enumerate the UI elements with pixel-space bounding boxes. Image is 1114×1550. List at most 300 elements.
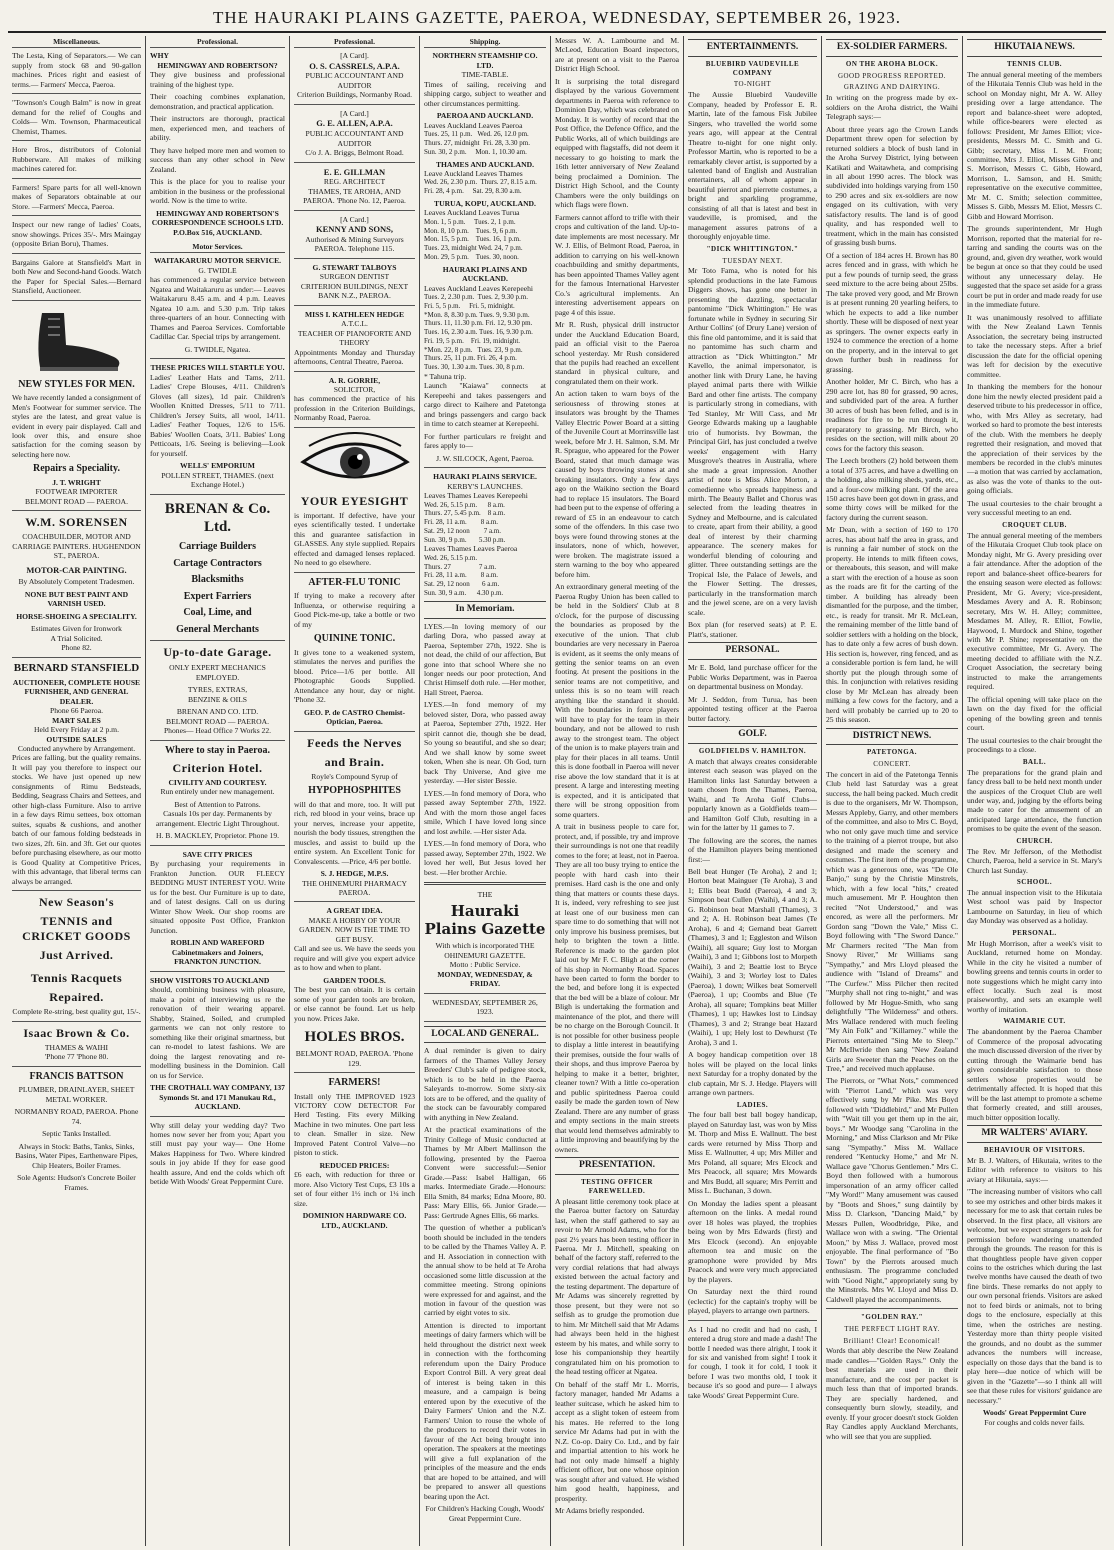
brenan-line: Coal, Lime, and: [183, 607, 252, 619]
further-text: For further particulars re freight and fares apply to—: [424, 431, 546, 451]
column-professional-1: [146, 36, 290, 1546]
delay-verse: Why still delay your wedding day? Two homes now sever her from you; Apart you still must pay your way— One Home Makes Happiness for Two. Where kindred souls in joy abide If they for ease good health assure, And end the colds which oft betide With Woods' Great Peppermint Cure.: [150, 1120, 285, 1187]
column-professional-2: [290, 36, 420, 1546]
hemingway-p1: They give business and professional training of the highest type.: [150, 70, 285, 89]
ad-townson: "Townson's Cough Balm" is now in great demand for the relief of Coughs and Colds— Wm. Townson, Pharmaceutical Chemist, Thames.: [12, 98, 141, 136]
ad-lesta: The Lesta, King of Separators.— We can supply from stock 68 and 90-gallon machines. Prices right and easiest of terms.— Farmers' Mecca, Paeroa.: [12, 51, 141, 89]
behaviour-heading: BEHAVIOUR OF VISITORS.: [983, 1145, 1086, 1154]
divider: [150, 1116, 285, 1117]
golf-paragraph: On Monday the ladies spent a pleasant afternoon on the links. A medal round over 18 holes was played, the trophies being won by Mrs Edwards (first) and Mrs Elcock (second). An enjoyable afternoon tea and music on the gramophone were provided by Mrs Peacock and were very much appreciated by the players.: [688, 1198, 817, 1284]
progress-heading: GOOD PROGRESS REPORTED.: [837, 71, 947, 80]
prices-text: Prices are falling, but the quality remains. It will pay you therefore to inspect our stocks. We have just opened up new consignments of Rimu Bedsteads, Bedding, Seagrass Chairs and Settees, and other high-class Furniture. Also to arrive in a few days Rimu settees, box ottoman suites, squabs & cushions, and another batch of our famous folding bedsteads in two sizes, 2ft. 6in. and 3ft. Get our quotes before purchasing elsewhere, as our motto is Good Quality at Competitive Prices, with this advantage, that liberal terms can always be arranged.: [12, 753, 141, 886]
royle-text: Royle's Compound Syrup of: [311, 771, 398, 781]
divider: [294, 572, 415, 573]
eye-illustration: [294, 432, 415, 490]
talboys-sub: SURGEON DENTIST: [319, 272, 390, 282]
timetable-row: *Mon. 22, 8 p.m. Tues. 23, 9 p.m.: [424, 345, 523, 354]
save-text: By purchasing your requirements in Frankton Junction. OUR FLEECY BEDDING MUST INTEREST YOU. Write us for the best. Our Furniture is up to date, and of latest designs. Call on us during Winter Show Week. Our shop rooms are situated opposite Post Office, Frankton Junction.: [150, 859, 285, 935]
divider: [12, 140, 141, 141]
hypo-heading: HYPOPHOSPHITES: [308, 785, 401, 797]
timetable-row: Mon. 29, 5 p.m. Tues. 30, noon.: [424, 252, 519, 261]
news-paragraph: It is surprising the total disregard displayed by the various Government departments in Paeroa with reference to Dominion Day, which was celebrated on Monday. It is worthy of record that the Post Office, the Defence Office, and the Public Works, all of which buildings are equipped with flagstaffs, did not deem it necessary to go hoisting to mark the 16th letter anniversary of New Zealand being proclaimed a Dominion. The District High School, and the County Chambers were the only buildings on which flags were flown.: [555, 76, 679, 210]
sorensen-name: W.M. SORENSEN: [25, 515, 128, 530]
racquets-heading-2: Repaired.: [49, 990, 104, 1005]
show-heading: SHOW VISITORS TO AUCKLAND: [150, 975, 270, 985]
divider: [424, 467, 546, 468]
sj-hedge-name: S. J. HEDGE, M.P.S.: [320, 869, 389, 879]
perfect-heading: THE PERFECT LIGHT RAY.: [844, 1324, 940, 1333]
startle-heading: THESE PRICES WILL STARTLE YOU.: [150, 363, 285, 373]
stansfield-name: BERNARD STANSFIELD: [13, 661, 140, 674]
kerby-rows: [424, 554, 546, 598]
aviary-heading: MR WALTERS' AVIARY.: [967, 1125, 1102, 1143]
divider: [12, 253, 141, 254]
timetable-row: Thurs. 11, 11.30 p.m. Fri. 12, 9.30 pm.: [424, 319, 533, 328]
best-paint-text: NONE BUT BEST PAINT AND VARNISH USED.: [24, 589, 129, 609]
ent-paragraph: The Aussie Bluebird Vaudeville Company, headed by Professor E. R. Martin, late of the famous Fisk Jubilee Singers, who travelled the world some years ago, will appear at the Central Theatre to-night for one night only. Professor Martin, who is reported to be a remarkably clever artist, is supported by a talented band of English and Australian entertainers, all of whom appear in beautiful pierrot and pierrette costumes, a bright and sparkling programme, consisting of all that is latest and best in vaudeville, is promised, and the management assures patrons of a thoroughly enjoyable time.: [688, 90, 817, 242]
show-text: should, combining business with pleasure, make a point of interviewing us re the renovation of their wearing apparel. Shabby, Stained, Soiled, and crumpled garments we can not only restore to something like their original smartness, but can re-model to latest fashions. We are doing the largest renovating and re-modelling business in the Dominion. Call on us for Service.: [150, 985, 285, 1080]
section-heading: Miscellaneous.: [12, 37, 141, 48]
hypo-text: will do that and more, too. It will put rich, red blood in your veins, brace up your nerves, increase your appetite, nourish the body tissues, strengthen the muscles, and assist to build up the entire system. An Excellent Tonic for Convalescents. —Price, 4/6 per bottle.: [294, 799, 415, 866]
hedge-name: MISS I. KATHLEEN HEDGE: [304, 309, 405, 319]
brenan-line: Cartage Contractors: [173, 557, 262, 569]
hikutaia-paragraph: The annual inspection visit to the Hikutaia West school was paid by Inspector Lambourne on Saturday, in lieu of which day Monday was observed as a holiday.: [967, 887, 1102, 926]
pa-columns: Leaves Auckland Leaves Paeroa: [424, 120, 523, 130]
divider: [294, 104, 415, 105]
silcock-text: J. W. SILCOCK, Agent, Paeroa.: [436, 453, 534, 463]
columns: [8, 36, 1106, 1546]
dominion-text: DOMINION HARDWARE CO. LTD., AUCKLAND.: [302, 1211, 407, 1230]
timetable-row: Mon. 8, 10 p.m. Tues. 9, 6 p.m.: [424, 226, 518, 235]
criterion-heading: Criterion Hotel.: [172, 761, 263, 775]
tennis-heading-3: Just Arrived.: [39, 948, 114, 963]
gorrie-text: has commenced the practice of his profession in the Criterion Buildings, Normanby Road, Paeroa.: [294, 394, 415, 423]
divider: [294, 1072, 415, 1073]
ladies-heading: LADIES.: [736, 1100, 769, 1109]
section-heading: Professional.: [294, 37, 415, 48]
farm-paragraph: In writing on the progress made by ex-soldiers on the Aroha district, the Waihi Telegraph says:—: [826, 93, 958, 122]
racquets-heading-1: Tennis Racquets: [30, 971, 123, 986]
divider: [12, 93, 141, 94]
bluebird-heading: BLUEBIRD VAUDEVILLE COMPANY: [705, 59, 800, 77]
wells-address: POLLEN STREET, THAMES. (next Exchange Hotel.): [161, 470, 274, 490]
news-paragraph: Mr Adams briefly responded.: [555, 1506, 645, 1516]
divider: [294, 210, 415, 211]
wright-address: BELMONT ROAD — PAEROA.: [25, 496, 128, 506]
timetable-row: Wed. 26, 5.15 p.m.: [424, 553, 478, 562]
wright-sub: FOOTWEAR IMPORTER: [35, 487, 118, 497]
septic-text: Septic Tanks Installed.: [42, 1129, 111, 1139]
battson-address: NORMANBY ROAD, PAEROA. Phone 74.: [14, 1107, 139, 1126]
farm-paragraph: About three years ago the Crown Lands Department threw open for selection by returned soldiers a block of bush land in the Aroha Survey District, lying between Katikati and Waitawheta, and comprising in all about 1990 acres. The block was subdivided into holdings varying from 150 to 290 acres and six ex-soldiers are now engaged on its cultivation, with very satisfactory results. The land is of good quality, and has responded well to treatment, which in the main has consisted of grassing bush burns.: [826, 124, 958, 248]
divider: [150, 358, 285, 359]
golf-paragraph: A bogey handicap competition over 18 holes will be played on the local links next Saturday for a trophy donated by the club captain, Mr S. J. Hedge. Players will arrange own partners.: [688, 1050, 817, 1098]
hp-rows: [424, 293, 546, 372]
timetable-row: Thurs. 27, 5.45 p.m. 8 a.m.: [424, 509, 506, 518]
hemingway-p2: Their coaching combines explanation, demonstration, and practical application.: [150, 92, 285, 111]
hikutaia-paragraph: It was unanimously resolved to affiliate with the New Zealand Lawn Tennis Association, the secretary being instructed to take the necessary steps. After a brief discussion the date for the official opening was left for decision by the executive committee.: [967, 312, 1102, 379]
nameplate: Hauraki Plains Gazette: [424, 901, 546, 939]
patetonga-heading: PATETONGA.: [867, 748, 917, 757]
timetable-heading: TIME-TABLE.: [461, 70, 509, 80]
column-entertainments: [684, 36, 822, 1546]
trial-text: A Trial Solicited.: [50, 633, 103, 643]
mart-sales-heading: MART SALES: [52, 715, 101, 725]
hikutaia-paragraph: The annual general meeting of the members of the Hikutaia Croquet Club took place on Monday night, Mr G. Avery presiding over a fair attendance. After the adoption of the report and balance-sheet office-bearers for the ensuing season were elected as follows: President, Mr G. Avery; vice-president, Mesdames Avery and A. R. Robinson; secretary, Mrs W. H. Alley; committee, Mesdames M. Alley, R. Elliot, Fowlie, Haywood, I. Murdock and Shine, together with Mr P. Shine; representative on the executive committee, Mr G. Avery. The meeting decided to affiliate with the N.Z. Croquet Association, the secretary being instructed to make the arrangements required.: [967, 530, 1102, 692]
brenan-line: General Merchants: [176, 623, 259, 635]
district-paragraph: The concert in aid of the Patetonga Tennis Club held last Saturday was a great success, the hall being packed. Much credit is due to the organisers, Mr W. Thompson, Messrs Appleby, Garry, and other members of the committee, and also to Mrs C. Boyd, who not only gave much time and service to the training of a pierrot troupe, but also designed and made the scenery and costumes. The first item of the programme, which was a generous one, was "De Ole Banjo," sung by the Christie Minstrels, which, with a few local "hits," created much amusement. Mr P. Houghton then recited "Not Understood," and was encored, as were all the performers. Mr Gordon sang "Down the Vale," Miss C. Boyd following with "The Sword Dance." Mr Charmers recited "The Man from Snowy River," Mr Williams sang "Sympathy," and Mrs Lloyd pleased the audience with "Island of Dreams" and "The Curfew." Miss Pilcher then recited "Murphy shall not ring to-night," and was followed by Mr Hogue-Smith, who sang delightfully "The Wilderness" and others. Mrs Wallace rendered with much feeling "My Ain Folk" and "Killarney." while the Pierrots entertained "Sing Me to Sleep." Mr McIlwride then sang "New Zealand Girls are Sweeter than the Peaches on the Tree," and received much applause.: [826, 769, 959, 1073]
news-paragraph: An extraordinary general meeting of the Paeroa Rugby Union has been called to be held in the Soldiers' Club at 8 o'clock, for the purpose of discussing the boundaries as proposed by the executive of the union. That club boundaries are very necessary in Paeroa is evident, as it seems the only means of getting the senior teams on an even footing. At present the positions in the senior teams are not competitive, and unless this is so no team will reach anything like the standard it should. With the boundaries in force players will have to play for the team in their boundary, and not be allowed to rush away to the strongest team. The object of the union is to make players train and play for their places in all teams. Until this is done football in Paeroa will never rise above the low standard that it is at present. A large and interesting meeting is expected, and it is anticipated that there will be strong opposition from some quarters.: [555, 582, 679, 819]
garage-line: ONLY EXPERT MECHANICS EMPLOYED.: [169, 663, 266, 682]
ad-spare-parts: Farmers! Spare parts for all well-known makes of Separators obtainable at our Store. —Farmers' Mecca, Paeroa.: [12, 182, 141, 211]
hikutaia-paragraph: Mr Hugh Morrison, after a week's visit to Auckland, returned home on Monday. While in the city he visited a number of bowling greens and tennis courts in order to note suggestions which he might carry into effect locally. Such zeal is most praiseworthy, and sets an example well worthy of imitation.: [967, 938, 1102, 1014]
timetable-row: *Mon. 8, 8.30 p.m. Tues. 9, 9.30 p.m.: [424, 310, 530, 319]
hemingway-footer: HEMINGWAY AND ROBERTSON'S CORRESPONDENCE SCHOOLS LTD. P.O.Box 516, AUCKLAND.: [151, 208, 284, 237]
brenan-line: Expert Farriers: [183, 590, 252, 602]
divider: [12, 178, 141, 179]
hikutaia-paragraph: The usual courtesies to the chair brought a very successful meeting to an end.: [967, 498, 1102, 518]
ad-stansfield-mart: Bargains Galore at Stansfield's Mart in both New and Second-hand Goods. Watch the Paper for Special Sales.—Bernard Stansfield, Auctioneer.: [12, 257, 141, 296]
hedge-appointments: Appointments Monday and Thursday afternoons, Central Theatre, Paeroa.: [294, 347, 415, 367]
turua-rows: [424, 218, 546, 262]
ball-heading: BALL.: [1022, 757, 1047, 766]
memoriam-notice: LYES.—In fond memory of my beloved sister, Dora, who passed away at Paeroa, September 27th, 1922. Her spirit cannot die, though she be dead, So young so beautiful, and she so dear; And we shall know by some sweet token, When she is near. Oh God, turn back Thy Universe, And give me yesterday. —Her sister Bessie.: [424, 700, 546, 786]
timetable-row: Fri. 28, 4 p.m. Sat. 29, 8.30 a.m.: [424, 187, 522, 196]
phone-text: Phone 82.: [61, 643, 92, 653]
ta-heading: THAMES AND AUCKLAND.: [435, 159, 535, 169]
timetable-row: Tues. 23, midnight Wed. 24, 7 p.m.: [424, 244, 523, 253]
timetable-row: Fri. 5, 5 p.m. Fri. 5, midnight.: [424, 301, 515, 310]
district-paragraph: The Pierrots, or "What Nots," commenced with "Pierrot Land," which was very effectively sung by Mr Pike. Mrs Boyd followed with "Diddlebird," and Mr Pullen with "Wait till you get them up in the air, boys." Mr Woodge sang "Carolina in the Morning," and Miss Clarkson and Mr Pike sang "Sympathy." Miss M. Wallace rendered "Kentucky Home," and Mr N. Wallace gave "Chorus Gentlemen." Mrs C. Boyd then followed with a humorous impersonation of an army officer called "My Word!" Many amusement was caused by "Boots and Shoes," sung daintily by Miss D. Clarkson, "Dancing Maid," by Messrs Pullen, Woodbridge, Pike, and Wallace won with a swing. "The Oriental Moon," by Miss J. Wallace, proved most enjoyable. The final performance of "Bo Town" by the Pierrots aroused much enthusiasm. The programme concluded with "Good Night," appropriately sung by the Minstrels. Mrs W. Lloyd and Miss D. Caldwell played the accompaniments.: [826, 1076, 958, 1304]
roblin-text: ROBLIN AND WAREFORD Cabinetmakers and Joiners, FRANKTON JUNCTION.: [170, 938, 265, 967]
local-paragraph: A dual reminder is given to dairy farmers of the Thames Valley Jersey Breeders' Club's sale of pedigree stock, which is to be held in the Paeroa Saleyards to-morrow. Some sixty-six lots are to be offered, and the quality of the stock can be favourably compared with anything in New Zealand.: [424, 1046, 546, 1122]
personal-heading: PERSONAL.: [1012, 928, 1057, 937]
hikutaia-paragraph: The preparations for the grand plain and fancy dress ball to be held next month under the auspices of the Croquet Club are well under way, and, judging by the efforts being made to cater for the amusement of an anticipated large attendance, the function promises to be quite the event of the season.: [967, 767, 1102, 834]
ent-paragraph: Mr Toto Fama, who is noted for his splendid productions in the late Famous Diggers shows, has gone one better in presenting the dazzling, spectacular pantomime "Dick Whittington." He was fortunate while in Sydney in securing Sir Arthur Collins' (of Drury Lane) version of this fine old pantomime, and it is said that no pantomime has such charm and attraction as "Dick Whittington." Mr Kavello, the animal impersonator, is another link with Drury Lane, he having played animal parts there with Wilkie Bard and other fine artists. The company is particularly strong in comedians, with Ted Stanley, Mr Will Cass, and Mr George Edwards making up a laughable trio of humorists. Ivy Bowman, the Principal Girl, has just concluded a twelve weeks' engagement with Harry Musgrove's theatres in Australia, where she made a great impression. Another artist of note is Miss Alice Morton, a comedienne who spreads happiness and mirth. The Beauty Ballet and Chorus was selected from the leading theatres in Sydney and Melbourne, and is calculated to create, apart from their ability, a good deal of interest by their charming appearance. The scenery makes for wonderful blending of colouring and glitter. Three outstanding settings are the Tropical Isle, the Palace of Jewels, and the Flower Setting. The dresses, particularly in the transformation march and the jewel scene, are on a very lavish scale.: [688, 266, 817, 617]
timetable-text: Times of sailing, receiving and shipping cargo, subject to weather and other circumstances permitting.: [424, 79, 546, 108]
goldfields-heading: GOLDFIELDS V. HAMILTON.: [698, 746, 807, 755]
timetable-row: Wed. 26, 2.30 p.m. Thurs. 27, 8.15 a.m.: [424, 178, 537, 187]
stay-heading: Where to stay in Paeroa.: [165, 744, 270, 756]
memoriam-notice: LYES.—In fond memory of Dora, who passed away, September 27th, 1922. We loved her well, But Jesus loved her best. —Her brother Archie.: [424, 839, 546, 877]
grazing-heading: GRAZING AND DAIRYING.: [843, 83, 941, 92]
croquet-heading: CROQUET CLUB.: [1002, 520, 1067, 529]
exsoldier-heading: EX-SOLDIER FARMERS.: [826, 39, 958, 57]
hikutaia-paragraph: In thanking the members for the honour done him the newly elected president paid a deserved tribute to his predecessor in office, who, with Mrs Alley as secretary, had worked so hard to promote the best interests of the club. With the members he deeply regretted their resignation, and moved that the appreciation of their services by the members be recorded in the club's minutes—a motion that was carried by acclamation, as also was the vote of thanks to the out-going officials.: [967, 382, 1102, 496]
column-shipping: [420, 36, 551, 1546]
golf-paragraph: Bell beat Hunger (Te Aroha), 2 and 1; Horton beat Mainguer (Te Aroha), 3 and 1; Ellis beat Budd (Paeroa), 4 and 3; Simpson beat Cullen (Waihi), 4 and 3; A. G. Robinson beat Marshall (Thames), 3 and 2; A. H. Robinson beat James (Te Aroha), 6 and 4; Gernand beat Garrett (Thames), 3 and 1; Eggleston and Wilson (Waihi), all square; Guy lost to Morgan (Waihi), 3 and 1; Gibbons lost to Morpeth (Waihi), 3 and 2; Beattie lost to Bryce (Waihi), 3 and 3; Worley lost to Dales (Paeroa), 1 down; Wilkes beat Somervell (Paeroa), 1 up; Coombs and Blue (Te Aroha), all square; Tompkins beat Miller (Thames), 1 up; Hawkes lost to Lindsay (Thames), 3 and 2; Strange beat Hazard (Waihi), 1 up; Hely lost to Dewhurst (Te Aroha), 3 and 1.: [688, 867, 817, 1047]
brenan-line: Blacksmiths: [191, 574, 244, 586]
reduced-heading: REDUCED PRICES:: [319, 1160, 390, 1170]
why-heading: WHY: [150, 51, 169, 61]
timetable-row: Thurs. 25, 11 p.m. Fri. 26, 4 p.m.: [424, 354, 517, 363]
divider: [294, 371, 415, 372]
tonight-heading: TO-NIGHT: [733, 80, 772, 89]
attention-text: Best of Attention to Patrons.: [174, 799, 261, 809]
outside-sales-text: Conducted anywhere by Arrangement.: [17, 744, 136, 753]
gorrie-sub: SOLICITOR,: [333, 384, 376, 394]
timetable-row: Tues. 25, 11 p.m. Wed. 26, 12.0 pm.: [424, 130, 529, 139]
timetable-row: Sun. 30, 2 p.m. Mon. 1, 10.30 am.: [424, 147, 527, 156]
tuesday-heading: TUESDAY NEXT.: [722, 256, 783, 265]
golf-paragraph: A match that always creates considerable interest each season was played on the Hamilton links last Saturday between a team chosen from the Thames, Paeroa, Waihi, and Te Aroha Golf Clubs—popularly known as a Goldfields team—and Hamilton Golf Club, resulting in a win for the latter by 11 games to 7.: [688, 756, 817, 833]
hikutaia-paragraph: The official opening will take place on the lawn on the day fixed for the official opening of the bowling green and tennis court.: [967, 694, 1102, 733]
garage-line: TYRES, EXTRAS,: [187, 685, 248, 695]
news-paragraph: Mr R. Rush, physical drill instructor under the Auckland Education Board, paid an official visit to the Paeroa school yesterday. Mr Rush considered that the pupils had reached an excellent standard in physical culture, and congratulated them on their work.: [555, 320, 679, 386]
divider: [12, 1066, 141, 1067]
local-paragraph: The question of whether a publican's booth should be included in the tenders to be called by the Thames Valley A. P. and H. Association in connection with the annual show to be held at Te Aroha occasioned some little discussion at the committee meeting. Strong opinions were expressed for and against, and the motion in favour of the question was carried by eight votes to six.: [424, 1223, 546, 1318]
isaac-brown-phone: 'Phone 77 'Phone 80.: [44, 1052, 109, 1062]
eyesight-text: is important. If defective, have your eyes scientifically tested. I undertake this and guarantee satisfaction in GLASSES. Any style supplied. Repairs effected and damaged lenses replaced. No need to go elsewhere.: [294, 510, 415, 568]
news-paragraph: Farmers cannot afford to trifle with their crops and cultivation of the land. Up-to-date implements are most necessary. Mr W. J. Ellis, of Belmont Road, Paeroa, in addition to carrying on his well-known coachbuilding and smithy departments, has been appointed Thames Valley agent for the famous International Harvester Co.'s agricultural implements. An interesting advertisement appears on page 4 of this issue.: [555, 212, 679, 317]
days-text: MONDAY, WEDNESDAY, & FRIDAY.: [437, 969, 533, 989]
divider: [424, 882, 546, 885]
holes-address: BELMONT ROAD, PAEROA. 'Phone 129.: [295, 1049, 414, 1068]
wells-name: WELLS' EMPORIUM: [180, 461, 255, 471]
hacking-text: For Children's Hacking Cough, Woods' Great Peppermint Cure.: [425, 1504, 545, 1523]
entertainments-heading: ENTERTAINMENTS.: [688, 39, 817, 57]
testing-subheading: TESTING OFFICER FAREWELLED.: [581, 1178, 653, 1195]
ad-hore: Hore Bros., distributors of Colonial Rubberware. All makes of milking machines catered for.: [12, 145, 141, 174]
hedge-sub: A.T.C.L.: [341, 319, 368, 329]
motor-painting-heading: MOTOR-CAR PAINTING.: [26, 564, 127, 575]
tools-text: The best you can obtain. It is certain some of your garden tools are broken, or else cannot be found. Let us help you now. Prices Jake.: [294, 985, 415, 1023]
memoriam-notice: LYES.—In loving memory of our darling Dora, who passed away at Paeroa, September 27th, 1922. She is not dead, the child of our affection, But gone into that school Where she no longer needs our poor protection, And Christ Himself doth rule. —Her mother, Hall Street, Paeroa.: [424, 621, 546, 697]
gillman-sub: REG. ARCHITECT: [323, 177, 386, 187]
farmers-text: Install only THE IMPROVED 1923 VICTORY COW DETECTOR For Herd Testing. Fits every Milking Machine in two minutes. One part less to clean. Smaller in size. New Improved Patent Control Valve—no piston to stick.: [294, 1091, 415, 1158]
kenny-name: KENNY AND SONS,: [316, 224, 393, 235]
crothall-text: THE CROTHALL WAY COMPANY, 137 Symonds St. and 171 Manukau Rd., AUCKLAND.: [150, 1083, 285, 1112]
outside-sales-heading: OUTSIDE SALES: [46, 734, 107, 744]
brenan-line: Carriage Builders: [179, 541, 256, 553]
startle-text: Ladies' Leather Hats and Tams, 2/11. Ladies' Crepe Blouses, 4/11. Children's Gloves (all sizes), 1d pair. Children's Woollen Knitted Dresses, 5/11 to 7/11. Children's Jersey Suits, all wool, 14/11. Ladies' Feather Toques, 12/6 to 15/6. Babies' Woollen Coats, 3/11. Babies' Long Petticoats, 1/6. Seeing is believing—Look for yourself.: [150, 372, 285, 458]
battson-sub: PLUMBER, DRAINLAYER, SHEET METAL WORKER.: [18, 1085, 135, 1104]
divider: [294, 162, 415, 163]
golf-paragraph: The following are the scores, the names of the Hamilton players being mentioned first:—: [688, 835, 817, 864]
kerby-columns-2: Leaves Thames Leaves Paeroa: [424, 544, 518, 554]
woods-footer-2: For coughs and colds never fails.: [984, 1417, 1085, 1427]
issue-date: WEDNESDAY, SEPTEMBER 26, 1923.: [432, 997, 538, 1017]
styles-heading: NEW STYLES FOR MEN.: [18, 378, 135, 390]
farm-paragraph: Another holder, Mr C. Birch, who has a 290 acre lot, has 80 for grassed, 90 acres, and subdivided part of the area. A further 30 acres of bush has been felled, and is in readiness for fire to be run through it, preparatory to grassing. Mr Birch, who resides on the section, will milk about 20 cows for the factory this season.: [826, 377, 958, 453]
turua-columns: Leaves Auckland Leaves Turua: [424, 208, 520, 218]
garage-line: BELMONT ROAD — PAEROA.: [166, 716, 269, 726]
woods-verse: As I had no credit and had no cash, I entered a drug store and made a dash! The bottle I needed was there alright, I took it for six and vanished from sight! I took it for cough, I took it for cold, I took it before I was two months old, I took it because it's so good and pure— I always take Woods' Great Peppermint Cure.: [688, 1324, 817, 1400]
divider: [12, 657, 141, 658]
repairs-heading: Repairs a Speciality.: [33, 463, 120, 475]
golden-ray-text: Words that ably describe the New Zealand made candles—"Golden Rays." Only the best materials are used in their manufacture, and the cost per packet is much less than that of imported brands. They are specially hardened, and consequently burn slowly, steadily, and evenly. If your grocer doesn't stock Golden Ray Candles apply Auckland Merchants, who will see that you are supplied.: [826, 1346, 958, 1441]
concert-heading: CONCERT.: [873, 760, 911, 769]
gillman-address: THAMES, TE AROHA, AND PAEROA. 'Phone No. 12, Paeroa.: [303, 186, 406, 206]
gorrie-name: A. R. GORRIE,: [328, 375, 381, 385]
hikutaia-heading: HIKUTAIA NEWS.: [967, 39, 1102, 57]
brilliant-heading: Brilliant! Clear! Economical!: [843, 1336, 941, 1345]
divider: [294, 305, 415, 306]
tennis-heading-2: TENNIS and CRICKET GOODS: [22, 914, 131, 944]
cassrels-sub: PUBLIC ACCOUNTANT AND AUDITOR: [305, 71, 404, 90]
gillman-name: E. E. GILLMAN: [323, 166, 386, 177]
motto-text: Motto : Public Service.: [449, 960, 521, 970]
column-local-news: [551, 36, 684, 1546]
hedge-text: TEACHER OF PIANOFORTE AND THEORY: [297, 328, 412, 348]
section-heading: Professional.: [150, 37, 285, 48]
save-heading: SAVE CITY PRICES: [182, 849, 253, 859]
personal-paragraph: Mr J. Seddon, from Turua, has been appointed testing officer at the Paeroa butter factory.: [688, 694, 817, 723]
castro-text: GEO. P. de CASTRO Chemist-Optician, Paeroa.: [304, 707, 405, 727]
mart-sales-text: Held Every Friday at 2 p.m.: [34, 725, 119, 735]
battson-name: FRANCIS BATTSON: [29, 1070, 124, 1082]
isaac-brown-name: Isaac Brown & Co.: [23, 1025, 130, 1040]
timetable-row: Fri. 19, 5 p.m. Fri. 19, midnight.: [424, 336, 521, 345]
hikutaia-paragraph: The abandonment by the Paeroa Chamber of Commerce of the proposal advocating the much discussed diversion of the river by cutting through the Waimarie bend has given considerable satisfaction to those settlers whose properties would be detrimentally affected. It is hoped that this will be the last attempt to promote a scheme that formerly created, and still arouses, much bitter opposition locally.: [967, 1027, 1102, 1122]
launch-text: Launch "Kaiawa" connects at Kerepeehi and takes passengers and cargo direct to Kaihere and Patetonga and brings passengers and cargo back in time to catch steamer at Kerepeehi.: [424, 381, 546, 429]
timetable-row: Fri. 28, 11 a.m. 8 a.m.: [424, 518, 499, 527]
timetable-row: Sat. 29, 12 noon 7 a.m.: [424, 526, 501, 535]
divider: [826, 1308, 958, 1309]
feeds-heading-2: and Brain.: [324, 754, 385, 769]
aroha-heading: ON THE AROHA BLOCK.: [845, 59, 939, 68]
flu-heading: AFTER-FLU TONIC: [308, 576, 401, 588]
pa-rows: [424, 130, 546, 156]
estimates-text: Estimates Given for Ironwork: [31, 624, 122, 634]
cassrels-name: O. S. CASSRELS, A.P.A.: [309, 60, 400, 71]
wright-name: J. T. WRIGHT: [52, 477, 101, 487]
hp-heading: HAURAKI PLAINS AND AUCKLAND.: [442, 264, 528, 284]
farm-paragraph: Mr Dean, with a section of 160 to 170 acres, has about half the area in grass, and is running a fair number of stock on the property. He intends to milk fifteen cows, or thereabouts, this season, and will make a start with the erection of a house as soon as the roads are fit for the carting of the timber. A building has already been dismantled for the purpose, and the timber, etc., is ready for transit. Mr R. McLean, the remaining member of the little band of soldier settlers with a holding on the block, has to date only a few acres of bush down. His section is, however, ring fenced, and as a considerable portion is fern land, he will shortly put the plough through some of this. In conjunction with relatives residing close by Mr McLean has already been milking a few cows for the factory, and a herd will probably be carried up to 20 to 25 this season.: [826, 525, 958, 725]
ad-maingay: Inspect our new range of ladies' Coats, snow showings. Prices 35/-. Mrs Maingay (opposite Brian Boru), Thames.: [12, 220, 141, 249]
tweedle-sign: G. TWIDLE, Ngatea.: [184, 344, 251, 354]
isaac-brown-sub: THAMES & WAIHI: [44, 1042, 109, 1052]
allen-address: C/o J. A. Briggs, Belmont Road.: [305, 148, 404, 158]
tools-heading: GARDEN TOOLS.: [323, 975, 386, 985]
ta-columns: Leave Auckland Leaves Thames: [424, 168, 523, 178]
tweedle-name: G. TWIDLE: [198, 265, 237, 275]
timetable-row: Fri. 28, 11 a.m. 8 a.m.: [424, 571, 499, 580]
turua-heading: TURUA, KOPU, AUCKLAND.: [434, 198, 536, 208]
waimarie-heading: WAIMARIE CUT.: [1003, 1017, 1066, 1026]
timetable-row: Sun. 30, 9 a.m. 4.30 p.m.: [424, 588, 504, 597]
timetable-row: Tues. 30, 1.30 a.m. Tues. 30, 8 p.m.: [424, 363, 525, 372]
flu-text: If trying to make a recovery after Influenza, or otherwise requiring a Good Pick-me-up, take a bottle or two of my: [294, 591, 415, 629]
column-hikutaia-news: [963, 36, 1106, 1546]
holes-name: HOLES BROS.: [304, 1029, 405, 1046]
kerby-rows: [424, 501, 546, 545]
timetable-row: Sat. 29, 12 noon 6 a.m.: [424, 580, 500, 589]
tweedle-text: has commenced a regular service between Ngatea and Waitakaruru as under:— Leaves Waitakaruru 8.45 a.m. and 4 p.m. Leaves Ngatea 10 a.m. and 5.30 p.m. Trip takes three-quarters of an hour. Connecting with Thames and Paeroa Services. Comfortable Cadillac Car. Special trips by arrangement.: [150, 275, 285, 342]
hemingway-p5: This is the place for you to realise your ambition in the business or the professional world. Now is the time to write.: [150, 177, 285, 206]
news-paragraph: An action taken to warn boys of the seriousness of throwing stones at insulators was brought by the Thames Valley Electric Power Board at a sitting of the Juvenile Court at Morrinsville last week, before Mr J. H. Salmon, S.M. Mr R. Sprague, who appeared for the Power Board, stated that much damage was caused by boys throwing stones at and breaking insulators. Only a few days ago on the Waikino section the Board had to replace 15 insulators. The Board had been put to the expense of offering a reward of £5 in an endeavour to catch some of the offenders. In this case two boys were found throwing stones at the insulators, none of which, however, were broken. The magistrate issued a stern warning to the boy who appeared before him.: [555, 389, 679, 579]
hemingway-p3: Their instructors are thorough, practical men, experienced men, and teachers of ability.: [150, 114, 285, 143]
allen-name: G. E. ALLEN, A.P.A.: [316, 118, 393, 129]
hikutaia-paragraph: The Rev. Mr Jefferson, of the Methodist Church, Paeroa, held a service in St. Mary's Church last Sunday.: [967, 846, 1102, 875]
aviary-paragraph: Mr B. J. Walters, of Hikutaia, writes to the Editor with reference to visitors to his aviary at Hikutaia, says:—: [967, 1155, 1102, 1184]
golden-ray-heading: "GOLDEN RAY.": [861, 1313, 923, 1322]
local-paragraph: Attention is directed to important meetings of dairy farmers which will be held throughout the district next week in connection with the forthcoming referendum upon the Dairy Produce Export Control Bill. A very great deal of interest is being taken in this measure, and a campaign is being entered upon by the executive of the Dairy Farmers' Union and the N.Z. Farmers' Union to rouse the whole of the producers to record their votes in favour of the Act being brought into operation. The speakers at the meetings will give a full explanation of the principles of the measure and the ends that are hoped to be attained, and will be prepared to answer all questions bearing upon the Act.: [424, 1320, 546, 1501]
tennis-club-heading: TENNIS CLUB.: [1006, 59, 1062, 68]
pa-heading: PAEROA AND AUCKLAND.: [436, 111, 534, 121]
talboys-address: CRITERION BUILDINGS, NEXT BANK N.Z., PAEROA.: [300, 281, 409, 301]
news-paragraph: Messrs W. A. Lambourne and M. McLeod, Education Board inspectors, are at present on a visit to the Paeroa District High School.: [555, 36, 679, 74]
allen-sub: PUBLIC ACCOUNTANT AND AUDITOR: [305, 129, 404, 148]
golf-heading: GOLF.: [688, 726, 817, 744]
boot-illustration: [12, 305, 141, 375]
divider: [12, 300, 141, 301]
ohinemuri-text: THE OHINEMURI PHARMACY PAEROA.: [301, 878, 408, 897]
local-paragraph: At the practical examinations of the Trinity College of Music conducted at Thames by Mr Albert Mallinson the following, presented by the Paeroa Convent were successful:—Senior Grade.—Pass: Isabel Halligan, 66 marks. Intermediate Grade.—Honours: Ella Smith, 84 marks; Edna Moore, 80. Pass: Mary Ellis, 66. Junior Grade.—Pass: Gertrude Agnes Ellis, 66 marks.: [424, 1125, 546, 1220]
garage-heading: Up-to-date Garage.: [163, 645, 272, 660]
divider: [150, 494, 285, 495]
timetable-row: Tues. 16, 2.30 a.m. Tues. 16, 9.30 p.m.: [424, 328, 533, 337]
cassrels-address: Criterion Buildings, Normanby Road.: [297, 90, 412, 100]
memoriam-notice: LYES.—In fond memory of Dora, who passed away September 27th, 1922. And with the morn those angel faces smile, Which I have loved long since and lost awhile. —Her sister Ada.: [424, 788, 546, 836]
church-heading: CHURCH.: [1016, 836, 1053, 845]
stansfield-sub: AUCTIONEER, COMPLETE HOUSE FURNISHER, AND GENERAL DEALER.: [12, 677, 141, 706]
card-tag: [A Card].: [340, 51, 369, 61]
timetable-row: Wed. 26, 5.15 p.m. 8 a.m.: [424, 500, 505, 509]
golf-paragraph: The four ball best ball bogey handicap, played on Saturday last, was won by Miss M. Thorp and Miss E. Wallnutt. The best cards were returned by Miss Thorp and Miss E. Wallnutter, 4 up; Mrs Miller and Mrs Poland, all square; Mrs Elcock and Mrs Peacock, all square; Mrs Mowards and Mrs Budd, all square; Mrs Perritt and Miss L. Buchanan, 3 down.: [688, 1110, 817, 1196]
agents-text: Sole Agents: Hudson's Concrete Boiler Frames.: [17, 1173, 136, 1192]
tahuna-note: * Tahuna trip.: [424, 371, 467, 381]
news-paragraph: On behalf of the staff Mr L. Morris, factory manager, handed Mr Adams a leather suitcase, which he asked him to accept as a slight token of esteem from his mates. He referred to the long service Mr Adams had put in with the N.Z. Co-op. Dairy Co. Ltd., and by fair and impartial attention to his work he had not only made himself a highly efficient officer, but one whose opinion was sought after and valued. He wished him good health, happiness, and prosperity.: [555, 1379, 679, 1503]
column-miscellaneous: [8, 36, 146, 1546]
woods-footer: Woods' Great Peppermint Cure: [982, 1408, 1087, 1418]
timetable-row: Tues. 2, 2.30 p.m. Tues. 2, 9.30 p.m.: [424, 293, 528, 302]
hp-columns: Leaves Auckland Leaves Kerepeehi: [424, 283, 534, 293]
northern-heading: NORTHERN STEAMSHIP CO. LTD.: [432, 51, 538, 70]
brenan-name: BRENAN & Co. Ltd.: [164, 500, 271, 536]
waitakaruru-heading: WAITAKARURU MOTOR SERVICE.: [153, 256, 282, 266]
horseshoe-text: HORSE-SHOEING A SPECIALITY.: [16, 611, 137, 621]
competent-text: By Absolutely Competent Tradesmen.: [18, 577, 135, 587]
divider: [294, 258, 415, 259]
divider: [150, 845, 285, 846]
incorporated-text: With which is incorporated THE OHINEMURI GAZETTE.: [435, 941, 535, 960]
farm-paragraph: The Leech brothers (2) hold between them a total of 375 acres, and have a dwelling on the holding, also milking sheds, yards, etc., and a four-cow milking plant. Of the area 150 acres have been got down in grass, and some thirty cows will be milked for the factory during the current season.: [826, 456, 959, 522]
ta-rows: [424, 178, 546, 196]
timetable-row: Thurs. 27, midnight Fri. 28, 3.30 pm.: [424, 139, 530, 147]
news-paragraph: A trait in business people to care for, protect, and, if possible, try and improve their surroundings is not one that readily comes to the fore; at least, not in Paeroa. They are all too busy trying to entice the people with hard cash into their premises. Hard cash is the one and only thing that matters or counts these days. It is, indeed, very refreshing to see just at least one of our business men can spare time to do something that will not only improve his business premises, but help to brighten the town a little. Reference is made to the garden plot laid out by Mr F. C. Bligh at the corner of his shop in Normanby Road. Spaces have been carted to form the border to the bed, and before long it is expected that the bed will be a blaze of colour. Mr Bligh is undertaking the formation and maintenance of the plot, and there will be no charge on the Borough Council. It is not possible for other business people to display a little interest in beautifying their premises, outside the four walls of their shops, and thus improve Paeroa by helping to make it a better, brighter, cleaner town? With a little co-operation and public spiritedness Paeroa could easily be made the garden town of New Zealand. There are any number of grass and empty sections in the main streets that would lend themselves admirably to a little improving and beautifying by the owners.: [555, 822, 679, 1154]
divider: [150, 740, 285, 741]
golf-paragraph: On Saturday next the third round (eclectic) for the captain's trophy will be played, players to arrange own partners.: [688, 1287, 817, 1316]
kerby-columns: Leaves Thames Leaves Kerepeehi: [424, 491, 528, 501]
reduced-text: £6 each, with reduction for three or more. Also Victory Test Cups, £3 10s a set of four either 1½ inch or 1¼ inch size.: [294, 1170, 415, 1208]
farm-paragraph: Of a section of 184 acres H. Brown has 80 acres fenced and in grass, with which he put a few pounds of turnip seed, the grass seed mixture to the acre being about 25lbs. The take proved very good, and Mr Brown is at present running 20 yearling heifers, to which he expects to add a like number shortly. These will be disposed of next year as springers. The owner expects early in 1924 to commence the erection of a home on the property, and in the interval to get down further bush in readiness for grassing.: [826, 250, 958, 374]
local-heading: LOCAL AND GENERAL.: [424, 1026, 546, 1044]
divider: [12, 510, 141, 511]
quinine-heading: QUININE TONIC.: [313, 633, 396, 645]
card-tag: [A Card.]: [340, 108, 369, 118]
ent-paragraph: Box plan (for reserved seats) at P. E. Platt's, stationer.: [688, 620, 817, 639]
aviary-paragraph: "The increasing number of visitors who call to see my ostriches and other birds makes it necessary for me to ask that certain rules be observed. In the first place, all visitors are welcome, but we expect strangers to ask for permission before wandering unattended through the grounds. The reason for this is that thoughtless people have given copper coins to the ostriches which during the last twelve months have caused the death of two fine birds. These remarks do not apply to our own personal friends. Visitors are asked not to feed birds or animals, not to bring dogs to the enclosure, especially at this time, when the ostriches are nesting. Yesterday more than thirty people visited the grounds, and no doubt as the summer advances the numbers will increase, especially on those days that the band is to play here—due notice of which will be given in the "Gazette"—so I think all will see that these rules for visitors' guidance are necessary.": [967, 1187, 1102, 1405]
mackley-text: H. B. MACKLEY, Proprietor. Phone 19.: [155, 831, 280, 841]
always-text: Always in Stock: Baths, Tanks, Sinks, Basins, Water Pipes, Earthenware Pipes, Chip Heaters, Boiler Frames.: [15, 1141, 138, 1170]
divider: [12, 215, 141, 216]
civility-text: CIVILITY AND COURTESY.: [168, 778, 267, 787]
presentation-heading: PRESENTATION.: [555, 1157, 679, 1175]
stansfield-phone: Phone 66 Paeroa.: [50, 706, 103, 716]
casuals-text: Casuals 10s per day. Permanents by arrangement. Electric Light Throughout.: [155, 809, 280, 828]
whittington-heading: "DICK WHITTINGTON.": [706, 244, 799, 253]
garage-line: BRENAN AND CO. LTD.: [176, 707, 259, 717]
card-tag: [A Card.]: [340, 214, 369, 224]
quinine-text: It gives tone to a weakened system, stimulates the nerves and purifies the blood. Price—1/6 per bottle. All Photographic Goods Supplied. Attendance any hour, day or night. 'Phone 32.: [294, 647, 415, 705]
racquets-text: Complete Re-string, best quality gut, 15/-.: [12, 1007, 141, 1017]
divider: [294, 731, 415, 732]
idea-paragraph: Call and see us. We have the seeds you require and will give you expert advice as to how and when to plant.: [294, 944, 415, 973]
timetable-row: Sun. 30, 9 p.m. 5.30 p.m.: [424, 535, 506, 544]
timetable-row: Thurs. 27 7 a.m.: [424, 562, 497, 571]
hemingway-heading: HEMINGWAY AND ROBERTSON?: [157, 60, 278, 70]
